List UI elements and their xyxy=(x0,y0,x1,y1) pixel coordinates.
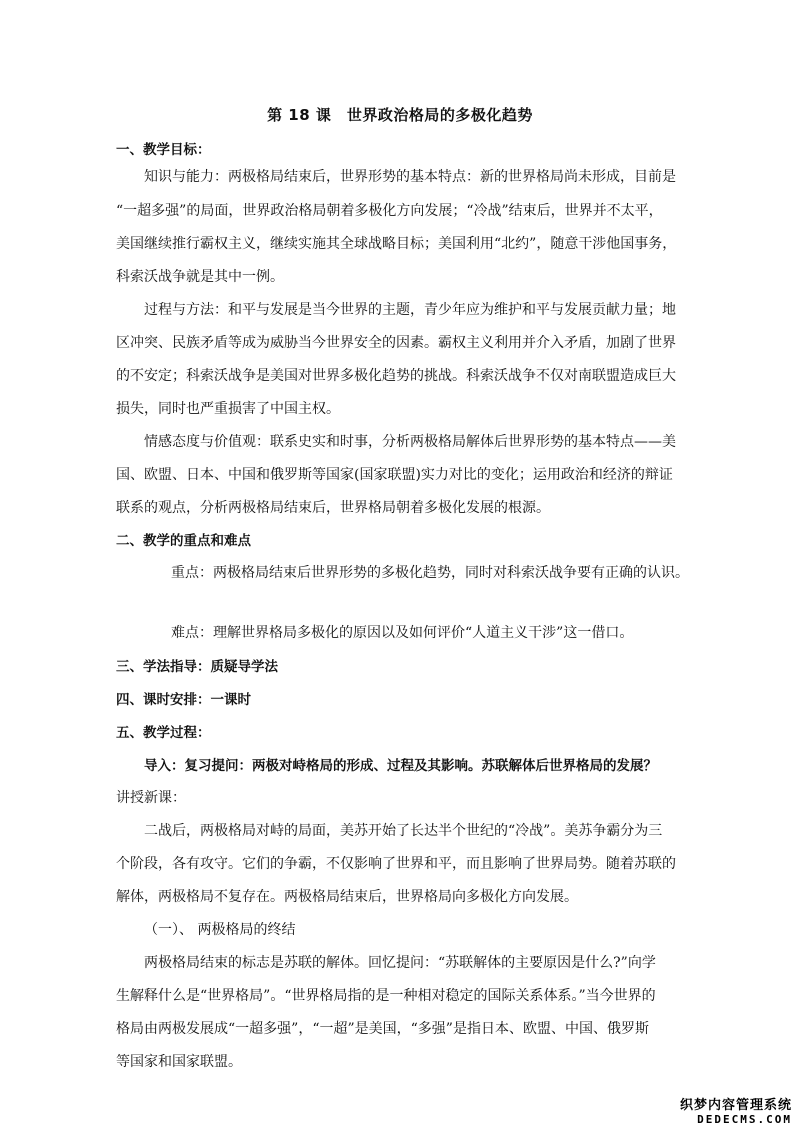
body-paragraph-line-2: 个阶段，各有攻守。它们的争霸，不仅影响了世界和平，而且影响了世界局势。随着苏联的 xyxy=(116,856,676,872)
body-paragraph-line-3: 解体，两极格局不复存在。两极格局结束后，世界格局向多极化方向发展。 xyxy=(116,889,578,905)
objective-knowledge-line-3: 美国继续推行霸权主义，继续实施其全球战略目标；美国利用“北约”，随意干涉他国事务， xyxy=(116,236,677,252)
difficult-point-text: 难点：理解世界格局多极化的原因以及如何评价“人道主义干涉”这一借口。 xyxy=(171,625,634,641)
objective-process-line-3: 的不安定；科索沃战争是美国对世界多极化趋势的挑战。科索沃战争不仅对南联盟造成巨大 xyxy=(116,368,676,384)
lesson-title: 第 18 课 世界政治格局的多极化趋势 xyxy=(267,106,533,124)
body-paragraph-line-1: 二战后，两极格局对峙的局面，美苏开始了长达半个世纪的“冷战”。美苏争霸分为三 xyxy=(144,823,663,839)
objective-values-line-2: 国、欧盟、日本、中国和俄罗斯等国家(国家联盟)实力对比的变化；运用政治和经济的辩证 xyxy=(116,467,673,483)
section-heading-key-points: 二、教学的重点和难点 xyxy=(116,533,251,549)
watermark-cn: 织梦内容管理系统 xyxy=(679,1098,792,1113)
objective-knowledge-line-4: 科索沃战争就是其中一例。 xyxy=(116,269,284,285)
intro-text: 导入：复习提问：两极对峙格局的形成、过程及其影响。苏联解体后世界格局的发展？ xyxy=(144,758,657,774)
section-heading-process: 五、教学过程： xyxy=(116,725,211,741)
watermark-en: DEDECMS.COM xyxy=(697,1113,792,1126)
objective-values-line-1: 情感态度与价值观：联系史实和时事，分析两极格局解体后世界形势的基本特点——美 xyxy=(144,434,676,450)
objective-knowledge-line-1: 知识与能力：两极格局结束后，世界形势的基本特点：新的世界格局尚未形成，目前是 xyxy=(144,169,676,185)
subsection-heading: （一）、 两极格局的终结 xyxy=(144,922,296,938)
section-heading-objectives: 一、教学目标： xyxy=(116,142,211,158)
watermark-logo xyxy=(680,1094,792,1126)
section-heading-schedule: 四、课时安排：一课时 xyxy=(116,692,251,708)
key-point-text: 重点：两极格局结束后世界形势的多极化趋势，同时对科索沃战争要有正确的认识。 xyxy=(171,565,689,581)
objective-values-line-3: 联系的观点，分析两极格局结束后，世界格局朝着多极化发展的根源。 xyxy=(116,500,550,516)
body-paragraph-2-line-3: 格局由两极发展成“一超多强”，“一超”是美国，“多强”是指日本、欧盟、中国、俄罗斯 xyxy=(116,1021,649,1037)
objective-knowledge-line-2: “一超多强”的局面，世界政治格局朝着多极化方向发展；“冷战”结束后，世界并不太平， xyxy=(116,203,663,219)
body-paragraph-2-line-2: 生解释什么是“世界格局”。“世界格局指的是一种相对稳定的国际关系体系。”当今世界的 xyxy=(116,988,656,1004)
objective-process-line-2: 区冲突、民族矛盾等成为威胁当今世界安全的因素。霸权主义利用并介入矛盾，加剧了世界 xyxy=(116,335,676,351)
body-paragraph-2-line-4: 等国家和国家联盟。 xyxy=(116,1054,242,1070)
objective-process-line-1: 过程与方法：和平与发展是当今世界的主题，青少年应为维护和平与发展贡献力量；地 xyxy=(144,302,676,318)
section-heading-study-method: 三、学法指导：质疑导学法 xyxy=(116,659,278,675)
new-lesson-label: 讲授新课： xyxy=(116,790,186,806)
objective-process-line-4: 损失，同时也严重损害了中国主权。 xyxy=(116,401,340,417)
body-paragraph-2-line-1: 两极格局结束的标志是苏联的解体。回忆提问：“苏联解体的主要原因是什么?”向学 xyxy=(144,955,656,971)
